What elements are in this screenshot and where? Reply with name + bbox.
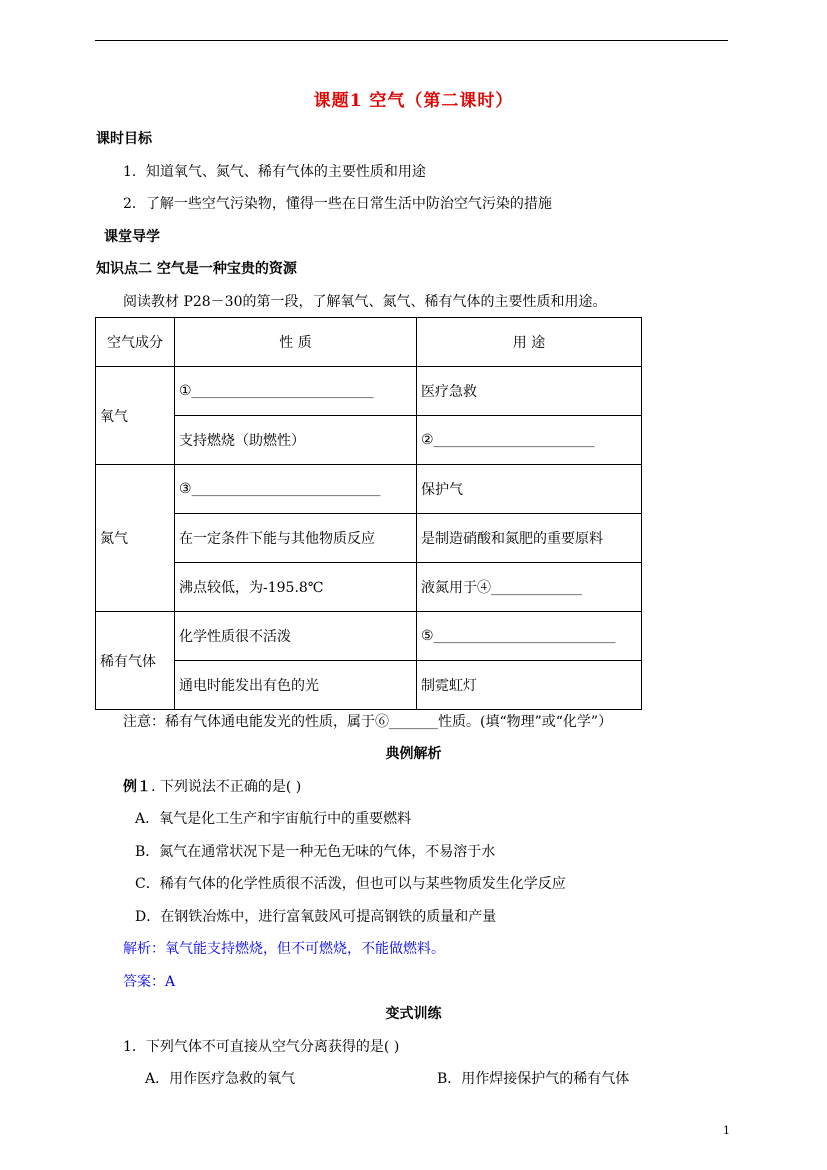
properties-table (95, 317, 642, 710)
example-option-a: A．氧气是化工生产和宇宙航行中的重要燃料 (135, 811, 412, 827)
property-cell: 支持燃烧（助燃性） (175, 416, 417, 465)
reading-instruction: 阅读教材 P28－30的第一段，了解氧气、氮气、稀有气体的主要性质和用途。 (123, 294, 607, 310)
property-cell: 在一定条件下能与其他物质反应 (175, 514, 417, 563)
example-option-d: D．在钢铁冶炼中，进行富氧鼓风可提高钢铁的质量和产量 (135, 909, 497, 925)
table-row (96, 612, 642, 661)
table-row (96, 416, 642, 465)
property-cell: 化学性质很不活泼 (175, 612, 417, 661)
group-name-nitrogen: 氮气 (96, 465, 175, 612)
example-question-text: . 下列说法不正确的是( ) (151, 779, 302, 795)
practice-question: 1．下列气体不可直接从空气分离获得的是( ) (123, 1039, 400, 1055)
example-analysis: 解析：氧气能支持燃烧，但不可燃烧，不能做燃料。 (123, 941, 445, 957)
use-cell: ②_______________________ (417, 416, 642, 465)
example-label: 例１ (123, 779, 151, 795)
practice-option-b: B．用作焊接保护气的稀有气体 (437, 1071, 630, 1087)
objectives-heading: 课时目标 (96, 131, 152, 147)
example-answer: 答案：A (123, 974, 176, 990)
table-row (96, 563, 642, 612)
header-rule (95, 40, 728, 41)
use-cell: 保护气 (417, 465, 642, 514)
table-row (96, 514, 642, 563)
table-row (96, 661, 642, 710)
note-text: 注意：稀有气体通电能发光的性质，属于⑥_______性质。(填“物理”或“化学”） (123, 714, 613, 730)
property-cell: 沸点较低，为-195.8℃ (175, 563, 417, 612)
example-question (123, 778, 301, 796)
page-number: 1 (723, 1124, 730, 1137)
header-property: 性 质 (175, 318, 417, 367)
objective-item-1: 1．知道氧气、氮气、稀有气体的主要性质和用途 (123, 164, 426, 180)
group-name-noble-gas: 稀有气体 (96, 612, 175, 710)
example-option-c: C．稀有气体的化学性质很不活泼，但也可以与某些物质发生化学反应 (135, 876, 566, 892)
table-row (96, 465, 642, 514)
table-row (96, 367, 642, 416)
property-cell: ③___________________________ (175, 465, 417, 514)
property-cell: 通电时能发出有色的光 (175, 661, 417, 710)
group-name-oxygen: 氧气 (96, 367, 175, 465)
use-cell: ⑤__________________________ (417, 612, 642, 661)
header-component: 空气成分 (96, 318, 175, 367)
practice-section-title: 变式训练 (385, 1006, 442, 1022)
objective-item-2: 2．了解一些空气污染物，懂得一些在日常生活中防治空气污染的措施 (123, 196, 552, 212)
use-cell: 制霓虹灯 (417, 661, 642, 710)
guide-heading: 课堂导学 (104, 229, 160, 245)
example-section-title: 典例解析 (385, 746, 442, 762)
property-cell: ①__________________________ (175, 367, 417, 416)
use-cell: 液氮用于④_____________ (417, 563, 642, 612)
practice-option-a: A．用作医疗急救的氧气 (145, 1071, 296, 1087)
use-cell: 是制造硝酸和氮肥的重要原料 (417, 514, 642, 563)
header-use: 用 途 (417, 318, 642, 367)
table-header-row (96, 318, 642, 367)
use-cell: 医疗急救 (417, 367, 642, 416)
knowledge-point-title: 知识点二 空气是一种宝贵的资源 (96, 261, 297, 277)
lesson-title: 课题1 空气（第二课时） (313, 91, 514, 111)
example-option-b: B．氮气在通常状况下是一种无色无味的气体，不易溶于水 (135, 844, 496, 860)
